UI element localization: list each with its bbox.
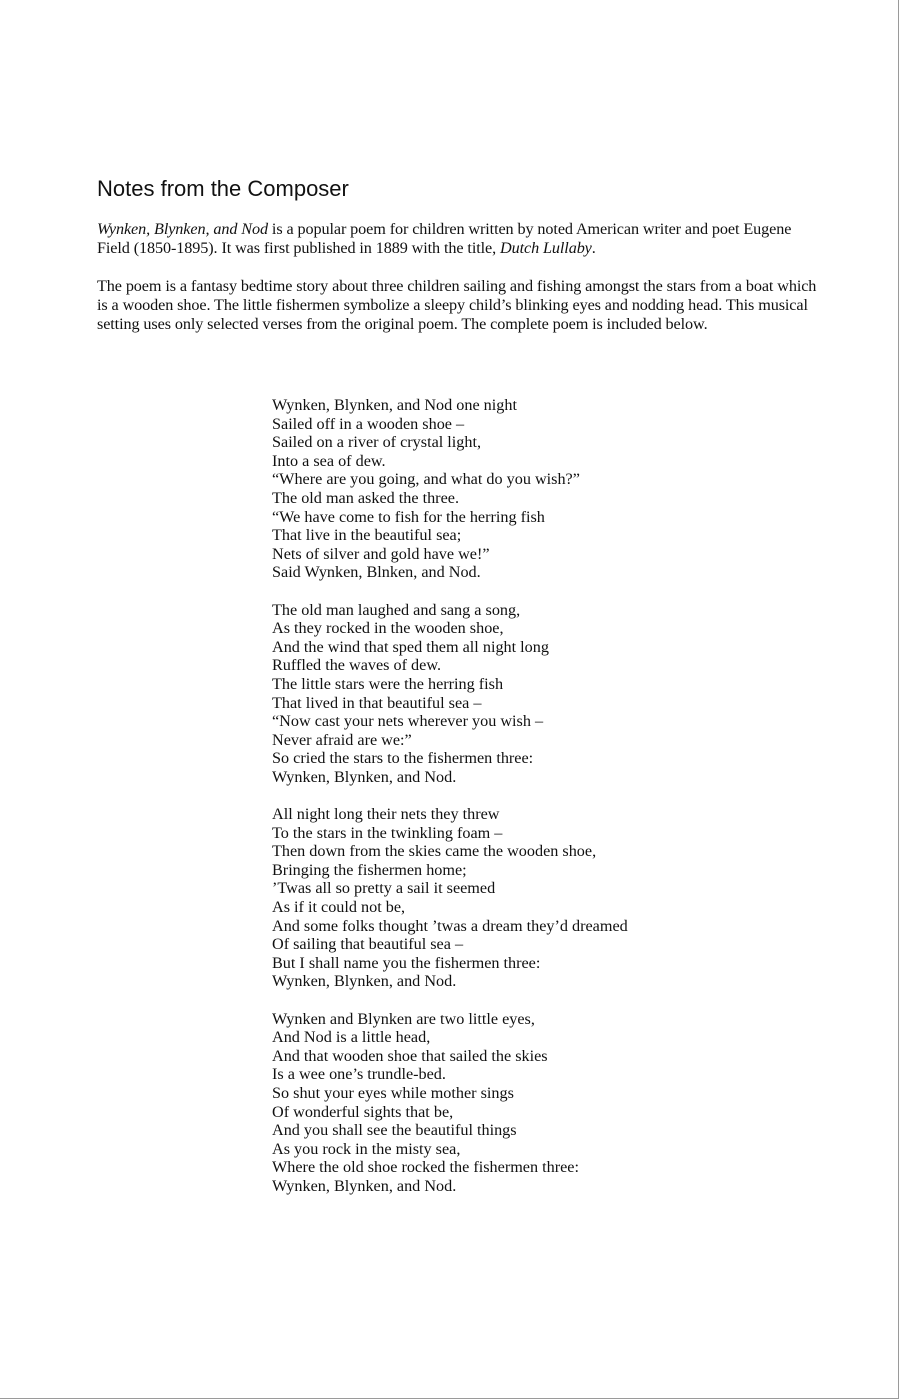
poem-line: Where the old shoe rocked the fishermen three:	[272, 1158, 579, 1177]
composer-notes	[97, 220, 817, 334]
poem-line: To the stars in the twinkling foam –	[272, 823, 503, 842]
poem-line: The old man asked the three.	[272, 488, 459, 507]
page-title: Notes from the Composer	[97, 176, 349, 201]
notes-paragraph-summary: The poem is a fantasy bedtime story about three children sailing and fishing amongst the stars from a boat which is a wooden shoe. The little fishermen symbolize a sleepy child’s blinking eyes and nodding head. This musical setting uses only selected verses from the original poem. The complete poem is included below.	[97, 277, 817, 333]
notes-intro-period: .	[591, 239, 596, 257]
poem-line: Wynken, Blynken, and Nod.	[272, 972, 457, 991]
poem-line: Wynken and Blynken are two little eyes,	[272, 1009, 535, 1028]
poem-line: Wynken, Blynken, and Nod one night	[272, 396, 517, 414]
poem-line: Then down from the skies came the wooden shoe,	[272, 842, 597, 861]
poem-line: As you rock in the misty sea,	[272, 1139, 461, 1158]
poem-line: Sailed off in a wooden shoe –	[272, 414, 465, 433]
poem-line: Said Wynken, Blnken, and Nod.	[272, 563, 481, 582]
poem-line: Sailed on a river of crystal light,	[272, 433, 482, 452]
poem-line: Is a wee one’s trundle-bed.	[272, 1065, 446, 1084]
poem-line: And you shall see the beautiful things	[272, 1121, 517, 1140]
poem-line: And some folks thought ’twas a dream they’d dreamed	[272, 916, 628, 935]
poem-line: “Where are you going, and what do you wish?”	[272, 470, 580, 489]
poem-line: ’Twas all so pretty a sail it seemed	[272, 879, 496, 898]
poem-title-italic: Wynken, Blynken, and Nod	[97, 220, 268, 238]
poem-line: As they rocked in the wooden shoe,	[272, 619, 504, 638]
poem-line: The old man laughed and sang a song,	[272, 600, 521, 619]
poem-line: So cried the stars to the fishermen three:	[272, 749, 534, 768]
poem-line: Wynken, Blynken, and Nod.	[272, 1176, 457, 1195]
poem-line: Into a sea of dew.	[272, 451, 386, 470]
poem-line: “Now cast your nets wherever you wish –	[272, 712, 544, 731]
poem-line: Of sailing that beautiful sea –	[272, 935, 464, 954]
poem-stanza	[272, 601, 792, 787]
poem-stanza	[272, 1010, 792, 1196]
poem-line: All night long their nets they threw	[272, 805, 500, 824]
notes-intro-text: is a popular poem for children written by noted American writer and poet Eugene Field (1850-1895). It was first published in 1889 with the title,	[97, 220, 792, 257]
poem-line: That lived in that beautiful sea –	[272, 693, 482, 712]
poem-stanza	[272, 805, 792, 991]
poem-line: The little stars were the herring fish	[272, 674, 504, 693]
poem-line: Wynken, Blynken, and Nod.	[272, 767, 457, 786]
poem-line: But I shall name you the fishermen three:	[272, 953, 541, 972]
poem-line: Never afraid are we:”	[272, 730, 412, 749]
poem	[272, 396, 792, 1196]
poem-line: And Nod is a little head,	[272, 1028, 431, 1047]
notes-paragraph-intro	[97, 220, 817, 258]
poem-line: And that wooden shoe that sailed the skies	[272, 1046, 548, 1065]
poem-line: And the wind that sped them all night long	[272, 637, 549, 656]
poem-line: “We have come to fish for the herring fish	[272, 507, 545, 526]
poem-stanza	[272, 396, 792, 582]
poem-line: Of wonderful sights that be,	[272, 1102, 454, 1121]
poem-line: As if it could not be,	[272, 898, 406, 917]
poem-line: Bringing the fishermen home;	[272, 860, 467, 879]
poem-line: Nets of silver and gold have we!”	[272, 544, 490, 563]
poem-line: That live in the beautiful sea;	[272, 526, 462, 545]
poem-line: Ruffled the waves of dew.	[272, 656, 442, 675]
dutch-lullaby-title-italic: Dutch Lullaby	[500, 239, 592, 257]
poem-line: So shut your eyes while mother sings	[272, 1083, 514, 1102]
